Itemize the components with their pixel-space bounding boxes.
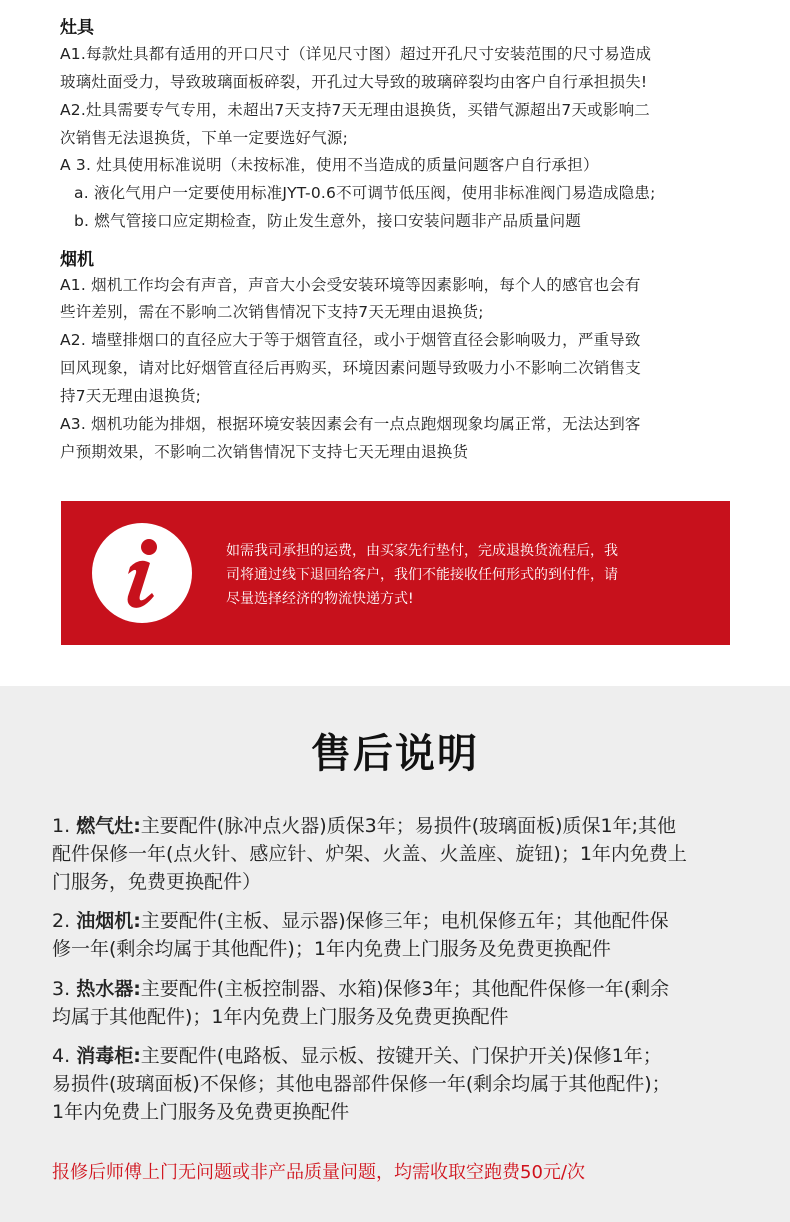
item-number: 1. <box>52 815 71 837</box>
item-line: 易损件(玻璃面板)不保修；其他电器部件保修一年(剩余均属于其他配件)； <box>52 1073 671 1095</box>
stove-line: 次销售无法退换货，下单一定要选好气源; <box>60 129 349 147</box>
warranty-item-range-hood <box>52 907 762 963</box>
after-sales-section <box>0 686 790 1222</box>
warranty-item-gas-stove <box>52 812 762 896</box>
item-name: 油烟机: <box>76 910 141 932</box>
hood-line: 持7天无理由退换货; <box>60 387 202 405</box>
warranty-item-water-heater <box>52 975 762 1031</box>
stove-line: A1.每款灶具都有适用的开口尺寸（详见尺寸图）超过开孔尺寸安装范围的尺寸易造成 <box>60 45 652 63</box>
item-number: 4. <box>52 1045 71 1067</box>
item-number: 3. <box>52 978 71 1000</box>
hood-line: 户预期效果，不影响二次销售情况下支持七天无理由退换货 <box>60 443 469 461</box>
stove-line: a. 液化气用户一定要使用标准JYT-0.6不可调节低压阀，使用非标准阀门易造成隐患; <box>74 184 656 202</box>
warranty-item-disinfection-cabinet <box>52 1042 762 1126</box>
shipping-notice-banner <box>61 501 730 645</box>
notice-line: 如需我司承担的运费，由买家先行垫付，完成退换货流程后，我 <box>226 543 618 559</box>
notice-text <box>226 539 716 611</box>
item-line: 配件保修一年(点火针、感应针、炉架、火盖、火盖座、旋钮)；1年内免费上 <box>52 843 687 865</box>
item-line: 主要配件(电路板、显示板、按键开关、门保护开关)保修1年； <box>140 1045 662 1067</box>
item-line: 修一年(剩余均属于其他配件)；1年内免费上门服务及免费更换配件 <box>52 938 611 960</box>
stove-line: b. 燃气管接口应定期检查，防止发生意外，接口安装问题非产品质量问题 <box>74 212 581 230</box>
item-name: 燃气灶: <box>76 815 141 837</box>
notice-line: 司将通过线下退回给客户，我们不能接收任何形式的到付件，请 <box>226 567 618 583</box>
service-fee-note: 报修后师傅上门无问题或非产品质量问题，均需收取空跑费50元/次 <box>52 1162 585 1183</box>
item-name: 消毒柜: <box>76 1045 141 1067</box>
hood-title: 烟机 <box>60 250 94 270</box>
info-icon <box>92 523 192 623</box>
hood-line: 些许差别，需在不影响二次销售情况下支持7天无理由退换货; <box>60 303 484 321</box>
notice-line: 尽量选择经济的物流快递方式! <box>226 591 414 607</box>
stove-line: 玻璃灶面受力，导致玻璃面板碎裂，开孔过大导致的玻璃碎裂均由客户自行承担损失! <box>60 73 648 91</box>
stove-title: 灶具 <box>60 18 94 38</box>
item-line: 主要配件(脉冲点火器)质保3年；易损件(玻璃面板)质保1年;其他 <box>140 815 677 837</box>
hood-line: A3. 烟机功能为排烟，根据环境安装因素会有一点点跑烟现象均属正常，无法达到客 <box>60 415 641 433</box>
item-number: 2. <box>52 910 71 932</box>
item-name: 热水器: <box>76 978 141 1000</box>
hood-line: A2. 墙壁排烟口的直径应大于等于烟管直径，或小于烟管直径会影响吸力，严重导致 <box>60 331 641 349</box>
item-line: 均属于其他配件)；1年内免费上门服务及免费更换配件 <box>52 1006 509 1028</box>
item-line: 1年内免费上门服务及免费更换配件 <box>52 1101 350 1123</box>
hood-line: A1. 烟机工作均会有声音，声音大小会受安装环境等因素影响，每个人的感官也会有 <box>60 276 641 294</box>
stove-line: A2.灶具需要专气专用，未超出7天支持7天无理由退换货，买错气源超出7天或影响二 <box>60 101 650 119</box>
item-line: 主要配件(主板、显示器)保修三年；电机保修五年；其他配件保 <box>140 910 669 932</box>
after-sales-title: 售后说明 <box>311 731 479 777</box>
item-line: 主要配件(主板控制器、水箱)保修3年；其他配件保修一年(剩余 <box>140 978 670 1000</box>
hood-line: 回风现象，请对比好烟管直径后再购买，环境因素问题导致吸力小不影响二次销售支 <box>60 359 641 377</box>
item-line: 门服务，免费更换配件） <box>52 871 262 893</box>
stove-line: A 3. 灶具使用标准说明（未按标准，使用不当造成的质量问题客户自行承担） <box>60 156 599 174</box>
